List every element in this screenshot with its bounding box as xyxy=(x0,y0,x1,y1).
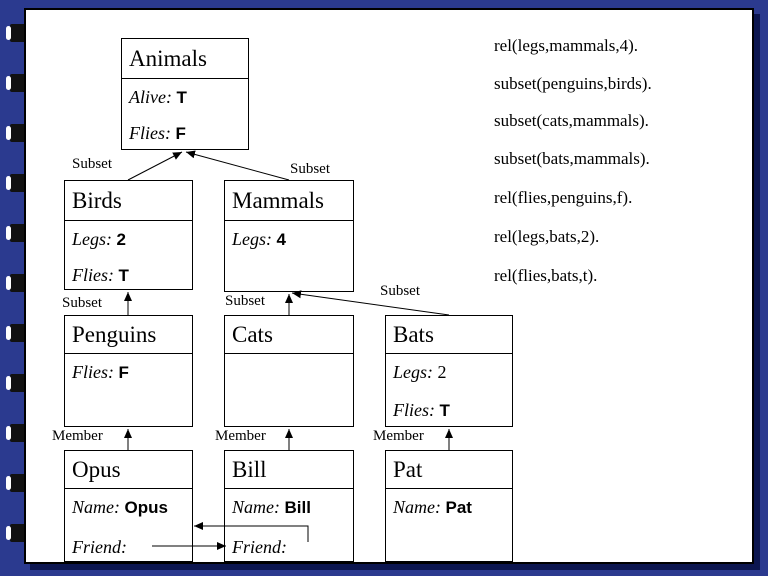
subset-label: Subset xyxy=(72,156,113,172)
frame-title: Penguins xyxy=(65,316,192,354)
member-label: Member xyxy=(373,428,424,444)
bats-subset-arrow xyxy=(292,293,449,315)
mammals-subset-arrow xyxy=(186,152,289,180)
frame-slot: Flies: F xyxy=(129,123,186,143)
frame-title: Birds xyxy=(65,181,192,221)
frame-title: Bats xyxy=(386,316,512,354)
member-label: Member xyxy=(52,428,103,444)
frame-slot: Flies: T xyxy=(393,400,450,420)
member-label: Member xyxy=(215,428,266,444)
fact-item: subset(cats,mammals). xyxy=(494,111,649,130)
frame-slot: Legs: 2 xyxy=(393,362,447,382)
frame-title: Mammals xyxy=(225,181,353,221)
subset-label: Subset xyxy=(225,293,266,309)
subset-label: Subset xyxy=(62,295,103,311)
fact-item: rel(flies,penguins,f). xyxy=(494,188,633,207)
fact-item: subset(penguins,birds). xyxy=(494,74,652,93)
frame-title: Bill xyxy=(225,451,353,489)
frame-slot: Friend: xyxy=(72,537,127,557)
frame-slot: Name: Opus xyxy=(72,497,168,517)
frame-slot: Legs: 2 xyxy=(72,229,126,249)
subset-label: Subset xyxy=(290,161,331,177)
bill-friend-arrow xyxy=(194,526,308,542)
fact-item: rel(flies,bats,t). xyxy=(494,266,598,285)
frame-title: Pat xyxy=(386,451,512,489)
frame-slot: Name: Bill xyxy=(232,497,311,517)
fact-item: rel(legs,bats,2). xyxy=(494,227,600,246)
fact-item: subset(bats,mammals). xyxy=(494,149,650,168)
frame-slot: Friend: xyxy=(232,537,287,557)
birds-subset-arrow xyxy=(128,152,182,180)
frame-slot: Flies: T xyxy=(72,265,129,285)
frame-title: Animals xyxy=(122,39,248,79)
frame-title: Opus xyxy=(65,451,192,489)
frame-slot: Legs: 4 xyxy=(232,229,286,249)
frame-slot: Flies: F xyxy=(72,362,129,382)
frame-slot: Name: Pat xyxy=(393,497,472,517)
frame-slot: Alive: T xyxy=(129,87,187,107)
frame-title: Cats xyxy=(225,316,353,354)
fact-item: rel(legs,mammals,4). xyxy=(494,36,638,55)
subset-label: Subset xyxy=(380,283,421,299)
